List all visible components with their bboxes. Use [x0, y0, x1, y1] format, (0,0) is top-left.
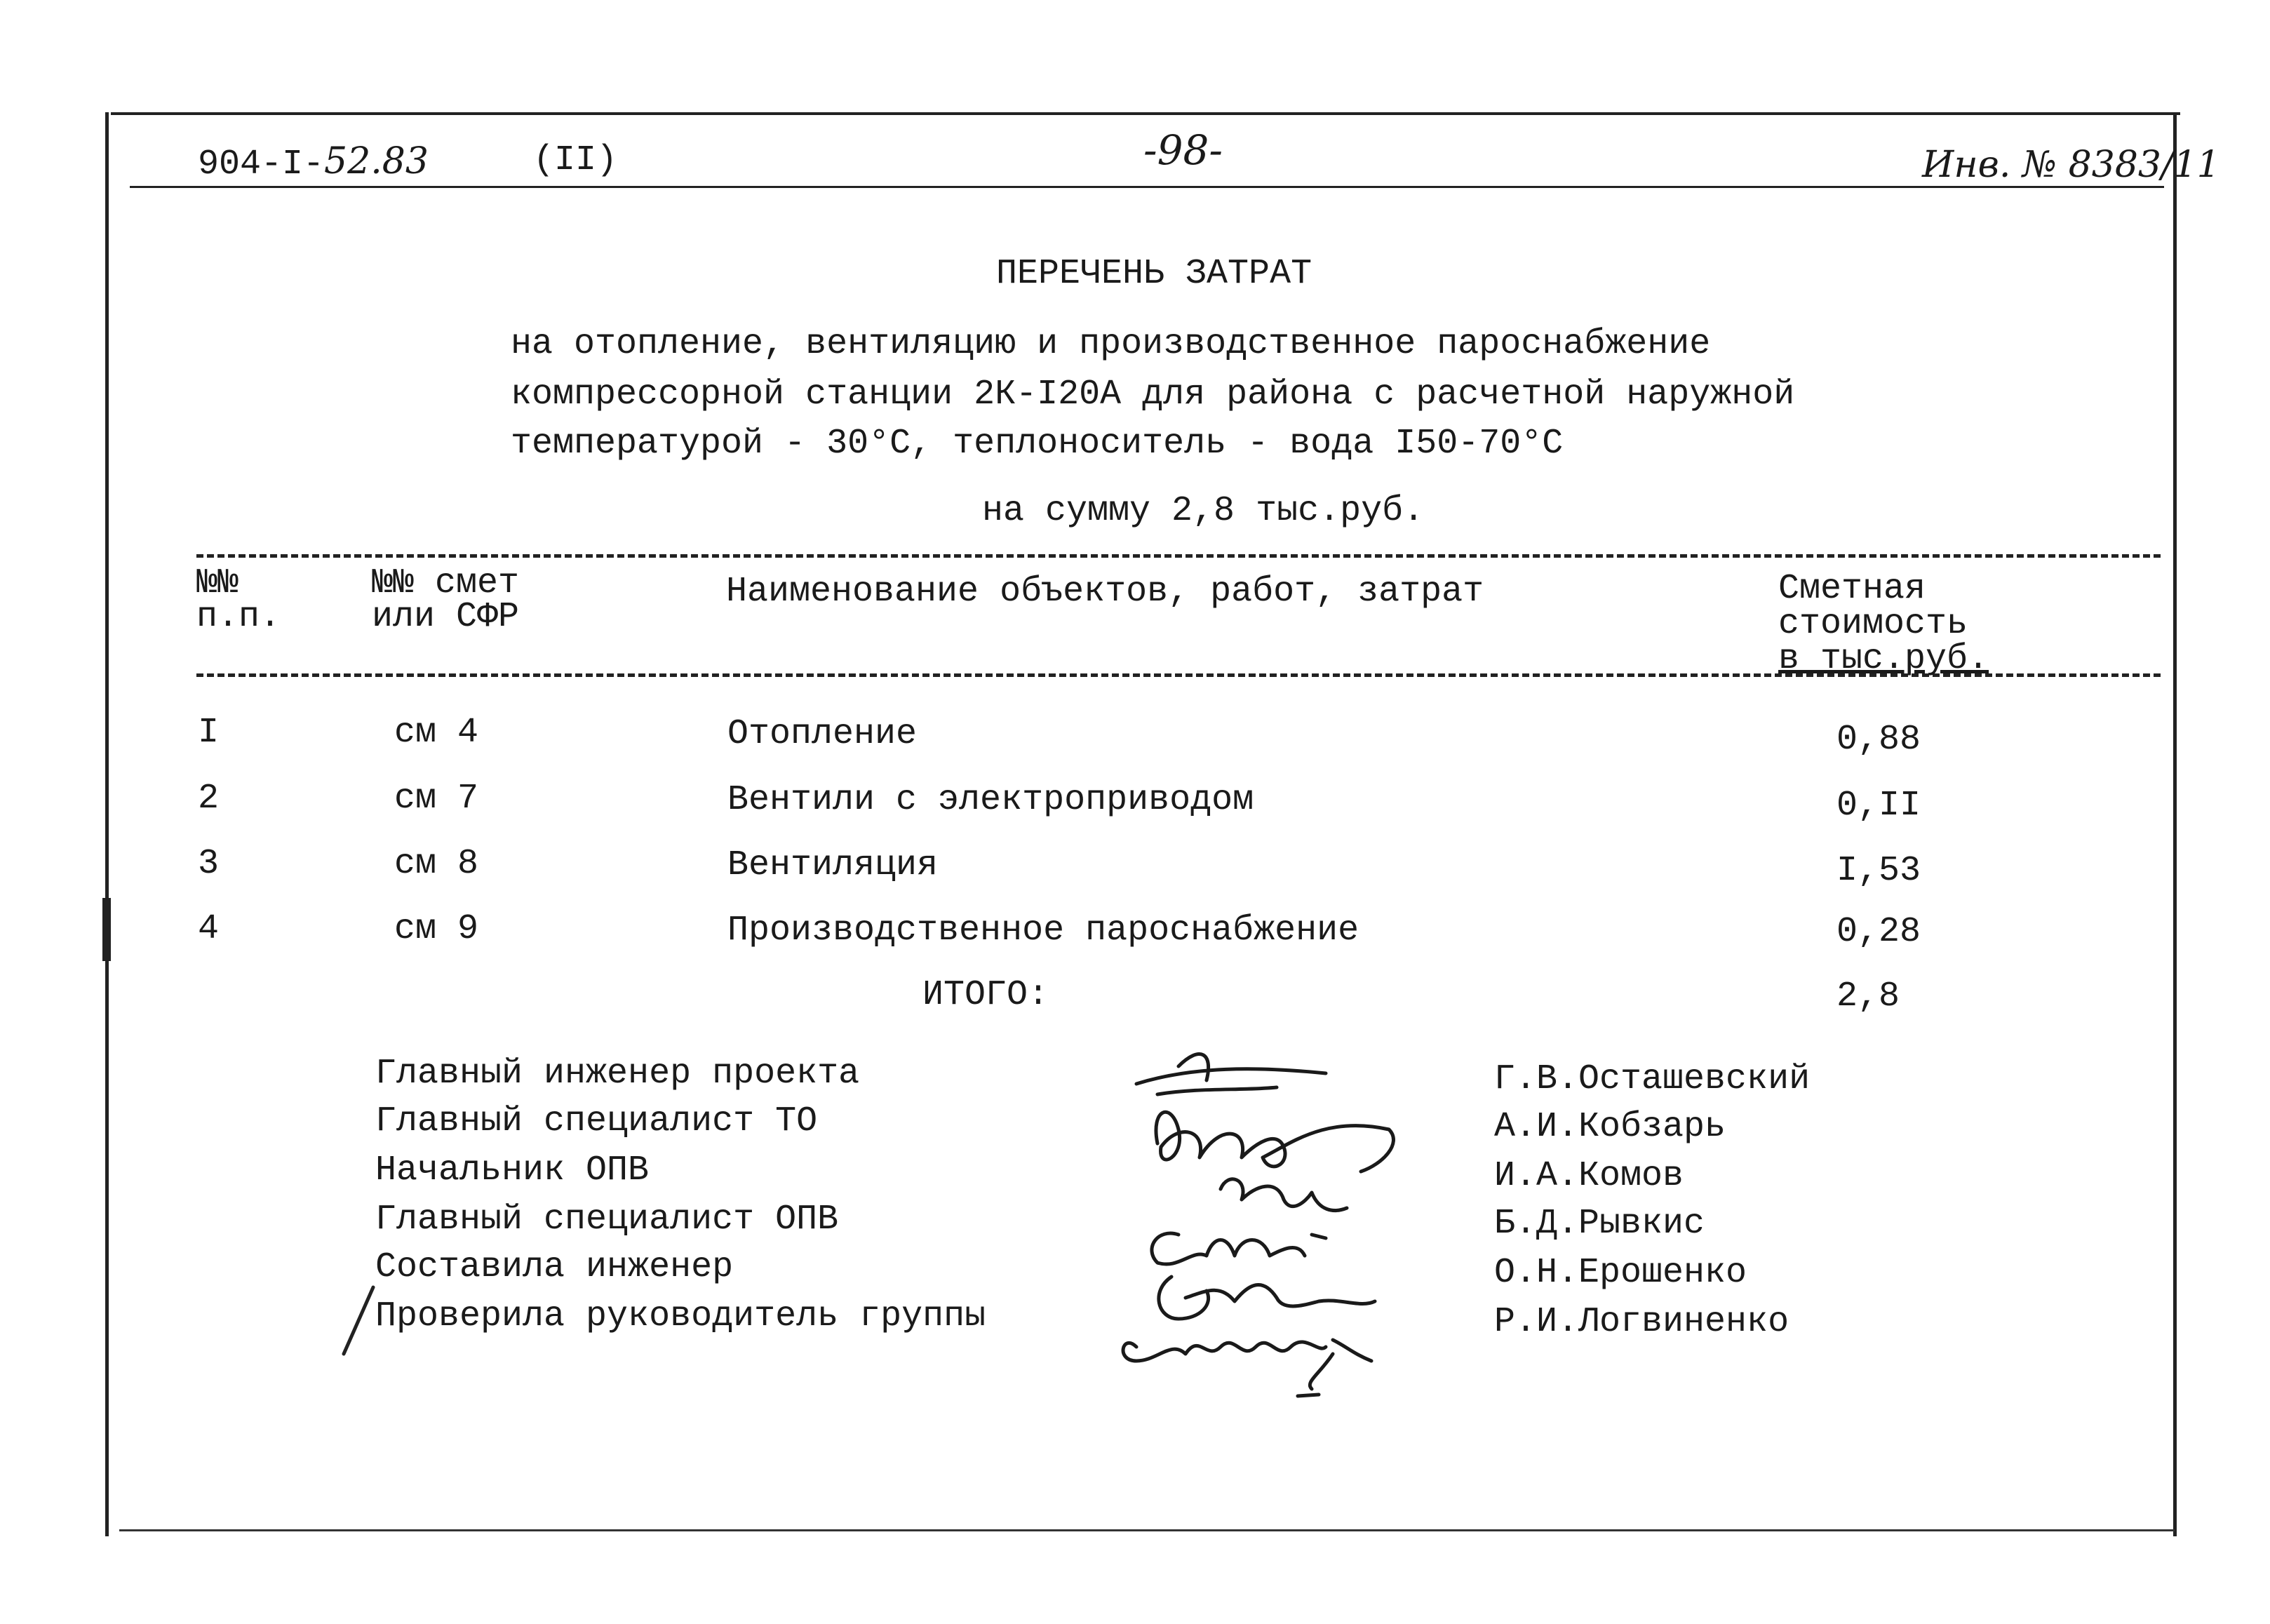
row-num: I — [198, 713, 220, 753]
sheet-number: (II) — [533, 140, 618, 180]
row-name: Производственное пароснабжение — [727, 911, 1359, 951]
doc-code-handwritten: 52.83 — [324, 140, 429, 182]
frame-bottom-border — [119, 1529, 2175, 1531]
subtitle-line-3: температурой - 30°С, теплоноситель - вода I50-70°С — [511, 424, 1564, 464]
signatory-role: Главный инженер проекта — [375, 1054, 860, 1094]
inventory-number: Инв. № 8383/11 — [1922, 144, 2220, 186]
row-estimate: см 7 — [394, 779, 479, 819]
frame-left-mark — [102, 898, 111, 961]
row-cost: 0,28 — [1836, 912, 1921, 952]
subtitle-line-2: компрессорной станции 2К-I20А для района с расчетной наружной — [511, 375, 1795, 415]
row-cost: 0,88 — [1836, 720, 1921, 760]
header-name: Наименование объектов, работ, затрат — [726, 572, 1484, 612]
sum-line: на сумму 2,8 тыс.руб. — [982, 491, 1425, 531]
frame-left-border — [105, 112, 109, 1536]
row-estimate: см 9 — [394, 909, 479, 949]
doc-code-prefix: 904-I- — [198, 145, 325, 184]
row-num: 2 — [198, 779, 220, 819]
check-slash-mark — [338, 1284, 380, 1361]
doc-code — [198, 140, 429, 184]
signatory-name: И.А.Комов — [1494, 1156, 1684, 1196]
signatory-name: А.И.Кобзарь — [1494, 1107, 1726, 1147]
frame-top-border — [111, 112, 2180, 115]
total-label: ИТОГО: — [922, 975, 1049, 1015]
page-number: -98- — [1143, 126, 1223, 174]
row-name: Вентили с электроприводом — [727, 780, 1254, 820]
signatory-role: Проверила руководитель группы — [375, 1296, 986, 1336]
row-num: 3 — [198, 844, 220, 884]
row-estimate: см 8 — [394, 844, 479, 884]
header-estimate: №№ смет или СФР — [372, 563, 520, 637]
signatory-name: Г.В.Осташевский — [1494, 1059, 1811, 1099]
row-num: 4 — [198, 909, 220, 949]
total-value: 2,8 — [1836, 977, 1900, 1016]
signatory-role: Главный специалист ТО — [375, 1101, 818, 1141]
handwritten-signatures — [1094, 1024, 1487, 1417]
subtitle-line-1: на отопление, вентиляцию и производственное пароснабжение — [511, 324, 1711, 364]
signatory-role: Главный специалист ОПВ — [375, 1200, 839, 1240]
row-cost: 0,II — [1836, 786, 1921, 826]
signatory-name: Б.Д.Рывкис — [1494, 1204, 1705, 1244]
document-heading: ПЕРЕЧЕНЬ ЗАТРАТ — [996, 254, 1312, 294]
row-name: Отопление — [727, 714, 918, 754]
signatory-role: Составила инженер — [375, 1247, 734, 1287]
row-estimate: см 4 — [394, 713, 479, 753]
header-cost: Сметная стоимость в тыс.руб. — [1778, 569, 1989, 679]
signatory-role: Начальник ОПВ — [375, 1150, 650, 1190]
header-rule — [130, 186, 2164, 188]
header-num: №№ п.п. — [196, 563, 281, 637]
row-cost: I,53 — [1836, 851, 1921, 891]
table-top-rule — [196, 554, 2161, 558]
frame-right-border — [2173, 112, 2177, 1536]
signatory-name: Р.И.Логвиненко — [1494, 1302, 1789, 1342]
row-name: Вентиляция — [727, 845, 939, 885]
signatory-name: О.Н.Ерошенко — [1494, 1253, 1747, 1293]
